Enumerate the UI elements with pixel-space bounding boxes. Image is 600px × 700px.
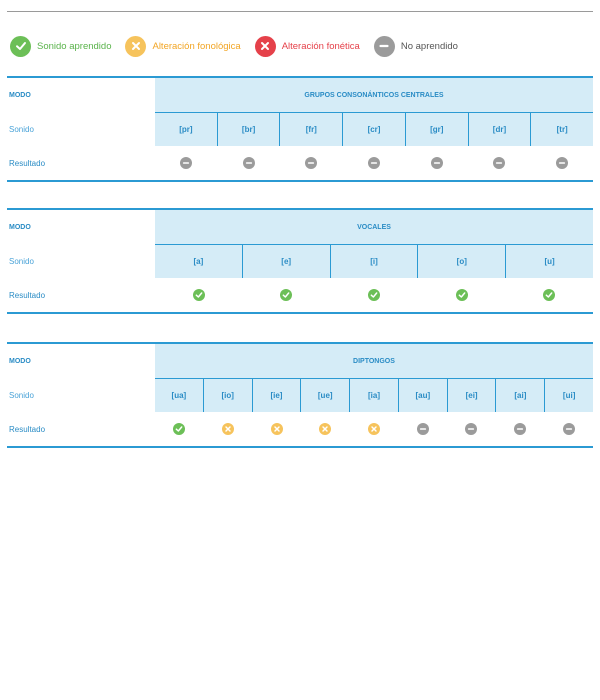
result-cell (398, 412, 447, 446)
result-row (7, 278, 593, 312)
sound-cell: [ie] (252, 379, 301, 412)
sound-cells (155, 244, 593, 278)
status-x-icon (319, 423, 331, 435)
section-header (7, 76, 593, 112)
x-icon (125, 36, 146, 57)
sound-cell: [gr] (405, 113, 468, 146)
section-bottom-divider (7, 312, 593, 314)
sound-cell: [i] (330, 245, 418, 278)
result-row-label: Resultado (9, 424, 46, 434)
result-cell (155, 278, 243, 312)
sound-cell: [ia] (349, 379, 398, 412)
sound-cell: [pr] (179, 125, 193, 134)
section-header (7, 342, 593, 378)
minus-icon (374, 36, 395, 57)
section-diphthongs (7, 342, 593, 448)
sound-cell: [a] (193, 257, 204, 266)
result-cell (496, 412, 545, 446)
legend (10, 34, 472, 58)
sound-cell: [e] (242, 245, 330, 278)
sound-row (7, 112, 593, 146)
legend-item-not-learned (374, 36, 458, 57)
result-cell (530, 146, 593, 180)
legend-label-phonetic: Alteración fonética (281, 40, 360, 52)
result-cell (155, 146, 218, 180)
result-cell (343, 146, 406, 180)
section-bottom-divider (7, 446, 593, 448)
section-vowels (7, 208, 593, 314)
result-cell (155, 412, 204, 446)
status-minus-icon (556, 157, 568, 169)
status-minus-icon (417, 423, 429, 435)
result-cell (218, 146, 281, 180)
section-title: GRUPOS CONSONÁNTICOS CENTRALES (155, 78, 593, 112)
status-minus-icon (305, 157, 317, 169)
result-cell (418, 278, 506, 312)
status-x-icon (271, 423, 283, 435)
sound-cell: [dr] (468, 113, 531, 146)
result-cell (447, 412, 496, 446)
result-row-label: Resultado (9, 158, 46, 168)
sound-cell: [br] (217, 113, 280, 146)
result-cell (330, 278, 418, 312)
sound-cell: [cr] (342, 113, 405, 146)
sound-cell: [ue] (300, 379, 349, 412)
status-minus-icon (493, 157, 505, 169)
result-cells (155, 278, 593, 312)
sound-cell: [ua] (171, 391, 187, 400)
result-cell (252, 412, 301, 446)
result-cell (544, 412, 593, 446)
legend-item-phonetic (255, 36, 360, 57)
status-x-icon (222, 423, 234, 435)
result-cells (155, 146, 593, 180)
sound-row-label: Sonido (9, 256, 34, 266)
result-cell (405, 146, 468, 180)
status-check-icon (543, 289, 555, 301)
x-icon (255, 36, 276, 57)
modo-label: MODO (9, 91, 31, 99)
status-minus-icon (514, 423, 526, 435)
status-minus-icon (368, 157, 380, 169)
sound-row (7, 244, 593, 278)
status-minus-icon (243, 157, 255, 169)
top-divider (7, 11, 593, 12)
status-check-icon (280, 289, 292, 301)
sound-cell: [u] (505, 245, 593, 278)
sound-cell: [fr] (279, 113, 342, 146)
legend-label-phonological: Alteración fonológica (152, 40, 241, 52)
modo-label: MODO (9, 223, 31, 231)
check-icon (10, 36, 31, 57)
sound-cell: [io] (203, 379, 252, 412)
legend-item-learned (10, 36, 111, 57)
status-minus-icon (563, 423, 575, 435)
result-cell (350, 412, 399, 446)
result-cell (301, 412, 350, 446)
sound-cells (155, 378, 593, 412)
result-row (7, 146, 593, 180)
section-header (7, 208, 593, 244)
sound-cell: [ui] (544, 379, 593, 412)
sound-cell: [au] (398, 379, 447, 412)
sound-row-label: Sonido (9, 124, 34, 134)
sound-row-label: Sonido (9, 390, 34, 400)
result-row-label: Resultado (9, 290, 46, 300)
sound-cell: [ei] (447, 379, 496, 412)
sound-cell: [tr] (530, 113, 593, 146)
status-minus-icon (180, 157, 192, 169)
status-check-icon (368, 289, 380, 301)
status-check-icon (173, 423, 185, 435)
result-row (7, 412, 593, 446)
legend-label-learned: Sonido aprendido (37, 40, 112, 52)
result-cells (155, 412, 593, 446)
status-check-icon (456, 289, 468, 301)
result-cell (505, 278, 593, 312)
status-check-icon (193, 289, 205, 301)
sound-cell: [o] (417, 245, 505, 278)
legend-label-not-learned: No aprendido (400, 40, 458, 52)
status-minus-icon (431, 157, 443, 169)
result-cell (468, 146, 531, 180)
sound-row (7, 378, 593, 412)
modo-label: MODO (9, 357, 31, 365)
legend-item-phonological (125, 36, 240, 57)
result-cell (204, 412, 253, 446)
section-bottom-divider (7, 180, 593, 182)
status-x-icon (368, 423, 380, 435)
status-minus-icon (465, 423, 477, 435)
sound-cells (155, 112, 593, 146)
section-consonant-groups (7, 76, 593, 182)
sound-cell: [ai] (495, 379, 544, 412)
result-cell (243, 278, 331, 312)
section-title: DIPTONGOS (155, 344, 593, 378)
section-title: VOCALES (155, 210, 593, 244)
result-cell (280, 146, 343, 180)
